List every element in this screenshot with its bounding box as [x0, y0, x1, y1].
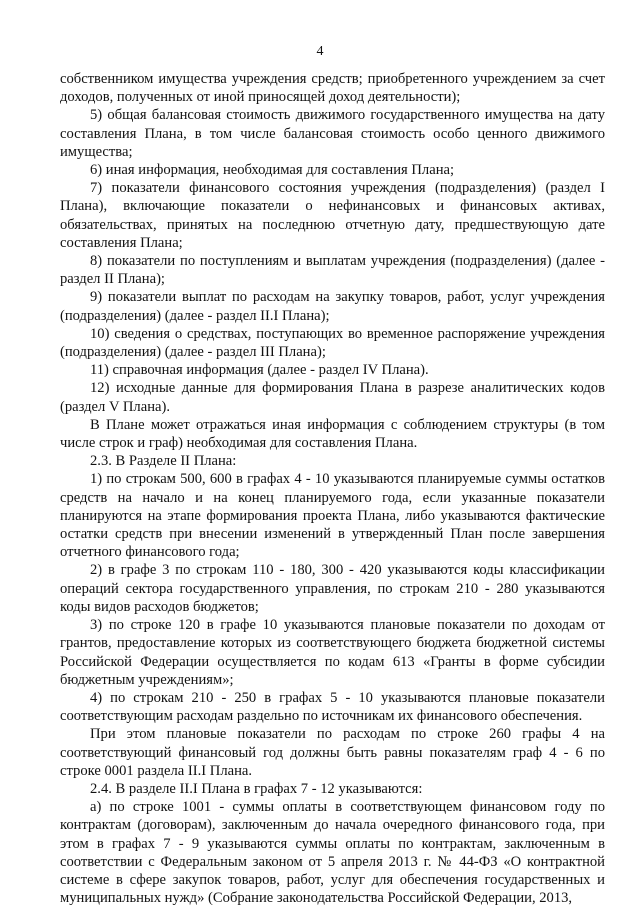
paragraph-item-12: 12) исходные данные для формирования Плана в разрезе аналитических кодов (раздел V Плана). — [60, 380, 605, 415]
paragraph-item-11: 11) справочная информация (далее - раздел IV Плана). — [90, 362, 429, 379]
paragraph-2-3-item-2: 2) в графе 3 по строкам 110 - 180, 300 - 420 указываются коды классификации операций сектора государственного управления, по строкам 210 - 280 указываются коды видов расходов бюджетов; — [60, 562, 605, 615]
document-body — [60, 70, 605, 907]
paragraph-other-info: В Плане может отражаться иная информация с соблюдением структуры (в том числе строк и граф) необходимая для составления Плана. — [60, 416, 605, 452]
paragraph-item-9: 9) показатели выплат по расходам на закупку товаров, работ, услуг учреждения (подразделения) (далее - раздел II.I Плана); — [60, 289, 605, 324]
paragraph-line-260: При этом плановые показатели по расходам по строке 260 графы 4 на соответствующий финансовый год должны быть равны показателям граф 4 - 6 по строке 0001 раздела II.I Плана. — [60, 726, 605, 779]
paragraph-item-6: 6) иная информация, необходимая для составления Плана; — [90, 162, 455, 179]
paragraph-item-5: 5) общая балансовая стоимость движимого государственного имущества на дату составления Плана, в том числе балансовая стоимость особо ценного движимого имущества; — [60, 107, 605, 160]
paragraph-2-4-item-a: а) по строке 1001 - суммы оплаты в соответствующем финансовом году по контрактам (договорам), заключенным до начала очередного финансового года, при этом в графах 7 - 9 указываются суммы оплаты по контрактам, заключенным в соответствии с Федеральным законом от 5 апреля 2013 г. № 44-ФЗ «О контрактной системе в сфере закупок товаров, работ, услуг для обеспечения государственных и муниципальных нужд» (Собрание законодательства Российской Федерации, 2013, — [60, 799, 605, 907]
section-heading-2-4: 2.4. В разделе II.I Плана в графах 7 - 12 указываются: — [90, 780, 423, 797]
paragraph-2-3-item-4: 4) по строкам 210 - 250 в графах 5 - 10 указываются плановые показатели соответствующим расходам раздельно по источникам их финансового обеспечения. — [60, 689, 605, 725]
paragraph-item-10: 10) сведения о средствах, поступающих во временное распоряжение учреждения (подразделения) (далее - раздел III Плана); — [60, 325, 605, 361]
page-number: 4 — [316, 44, 324, 59]
paragraph-2-3-item-1: 1) по строкам 500, 600 в графах 4 - 10 указываются планируемые суммы остатков средств на начало и на конец планируемого года, если указанные показатели планируются на этапе формирования проекта Плана, либо указываются фактические остатки средств при внесении изменений в утвержденный План после завершения отчетного финансового года; — [60, 471, 605, 561]
paragraph-continuation: собственником имущества учреждения средств; приобретенного учреждением за счет доходов, полученных от иной приносящей доход деятельности); — [60, 71, 605, 106]
paragraph-2-3-item-3: 3) по строке 120 в графе 10 указываются плановые показатели по доходам от грантов, предоставление которых из соответствующего бюджета бюджетной системы Российской Федерации осуществляется по кодам 613 «Гранты в форме субсидии бюджетным учреждениям»; — [60, 617, 605, 688]
section-heading-2-3: 2.3. В Разделе II Плана: — [90, 453, 237, 470]
paragraph-item-7: 7) показатели финансового состояния учреждения (подразделения) (раздел I Плана), включающие показатели о нефинансовых и финансовых активах, обязательствах, принятых на последнюю отчетную дату, предшествующую дате составления Плана; — [60, 180, 605, 251]
paragraph-item-8: 8) показатели по поступлениям и выплатам учреждения (подразделения) (далее - раздел II Плана); — [60, 253, 605, 288]
